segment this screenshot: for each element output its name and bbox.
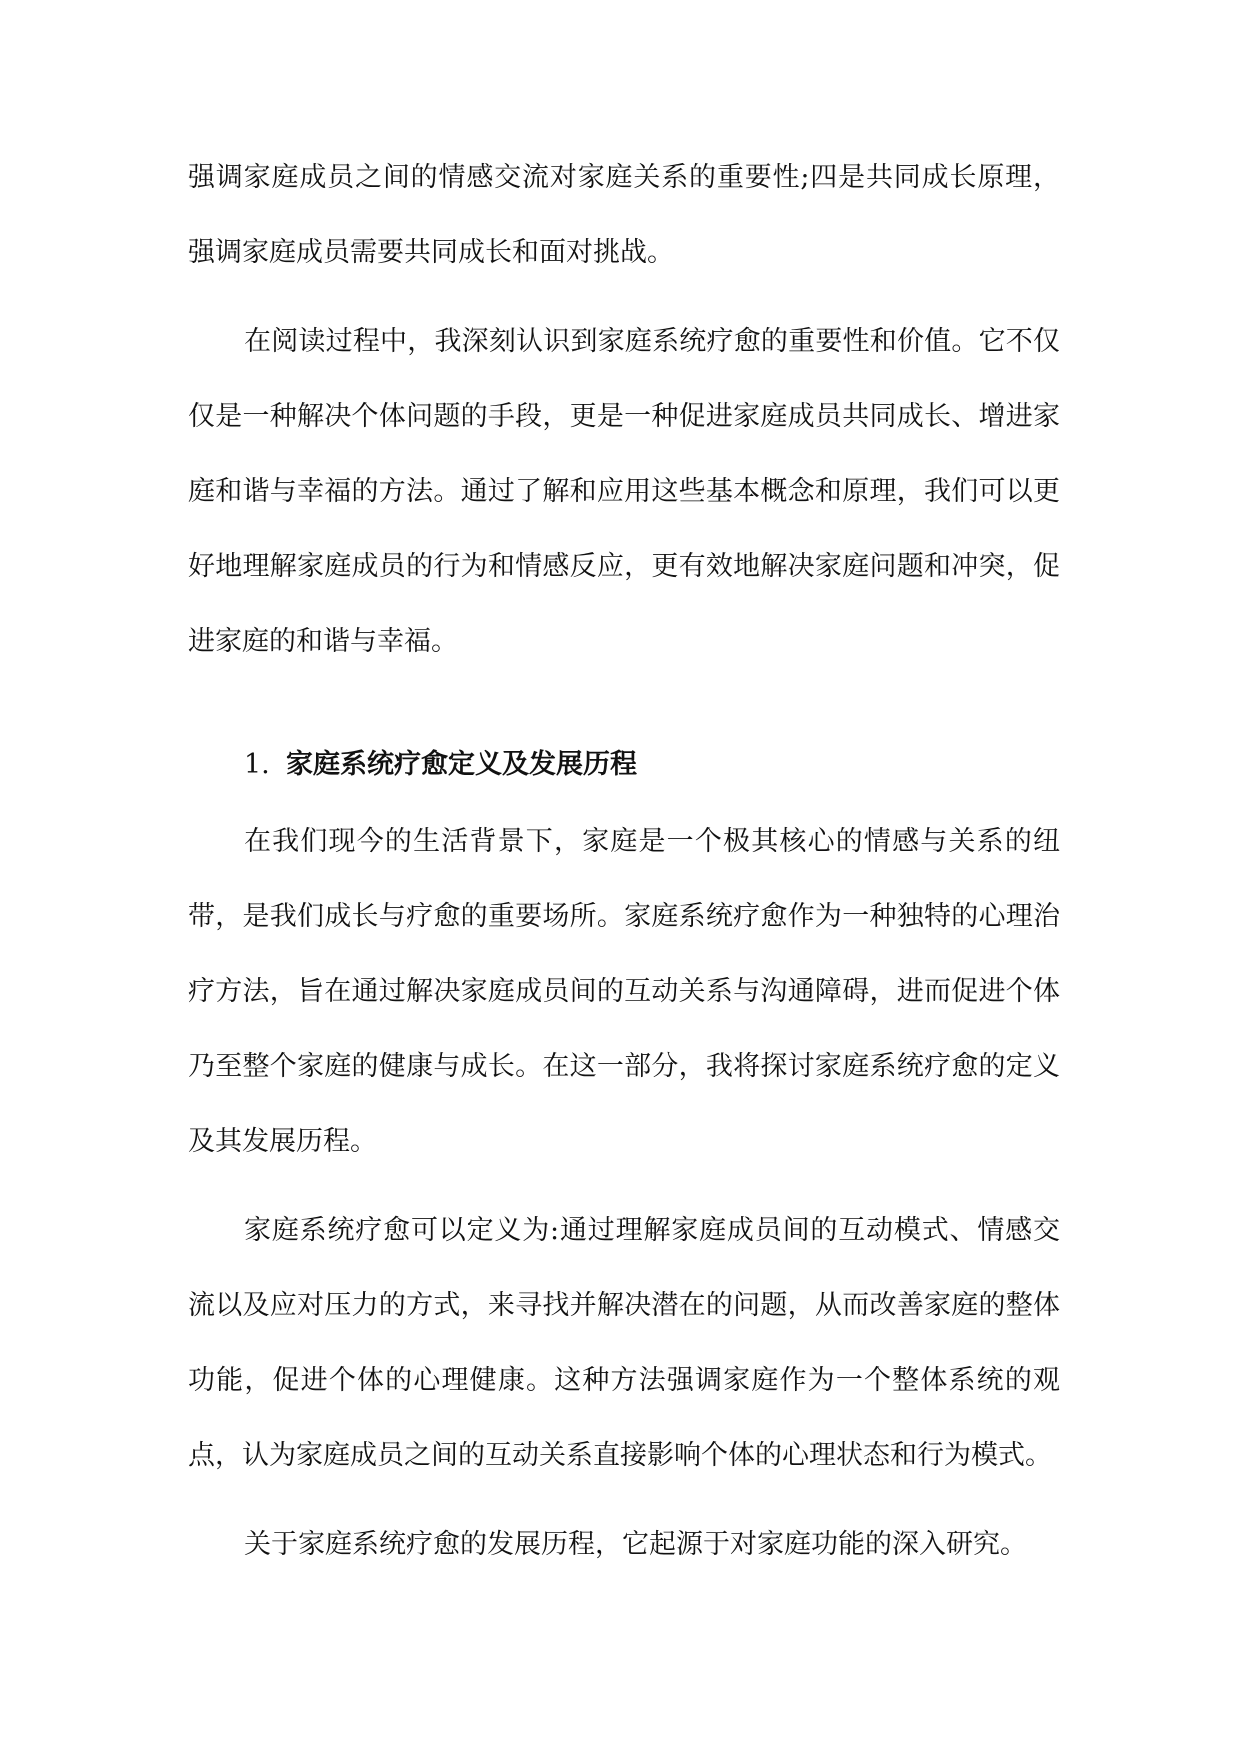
section-title: 家庭系统疗愈定义及发展历程 bbox=[286, 749, 637, 780]
paragraph-reading-reflection: 在阅读过程中，我深刻认识到家庭系统疗愈的重要性和价值。它不仅仅是一种解决个体问题的手段，更是一种促进家庭成员共同成长、增进家庭和谐与幸福的方法。通过了解和应用这些基本概念和原理，我们可以更好地理解家庭成员的行为和情感反应，更有效地解决家庭问题和冲突，促进家庭的和谐与幸福。 bbox=[188, 326, 1060, 657]
paragraph-definition: 家庭系统疗愈可以定义为:通过理解家庭成员间的互动模式、情感交流以及应对压力的方式，来寻找并解决潜在的问题，从而改善家庭的整体功能，促进个体的心理健康。这种方法强调家庭作为一个整体系统的观点，认为家庭成员之间的互动关系直接影响个体的心理状态和行为模式。 bbox=[188, 1215, 1060, 1471]
document-body bbox=[188, 140, 1060, 1582]
section-number: 1. bbox=[244, 749, 270, 780]
section-heading bbox=[188, 727, 1060, 802]
paragraph-continuation: 强调家庭成员之间的情感交流对家庭关系的重要性;四是共同成长原理，强调家庭成员需要共同成长和面对挑战。 bbox=[188, 162, 1060, 268]
paragraph-intro: 在我们现今的生活背景下，家庭是一个极其核心的情感与关系的纽带，是我们成长与疗愈的重要场所。家庭系统疗愈作为一种独特的心理治疗方法，旨在通过解决家庭成员间的互动关系与沟通障碍，进而促进个体乃至整个家庭的健康与成长。在这一部分，我将探讨家庭系统疗愈的定义及其发展历程。 bbox=[188, 826, 1060, 1157]
paragraph-history: 关于家庭系统疗愈的发展历程，它起源于对家庭功能的深入研究。 bbox=[244, 1529, 1027, 1560]
